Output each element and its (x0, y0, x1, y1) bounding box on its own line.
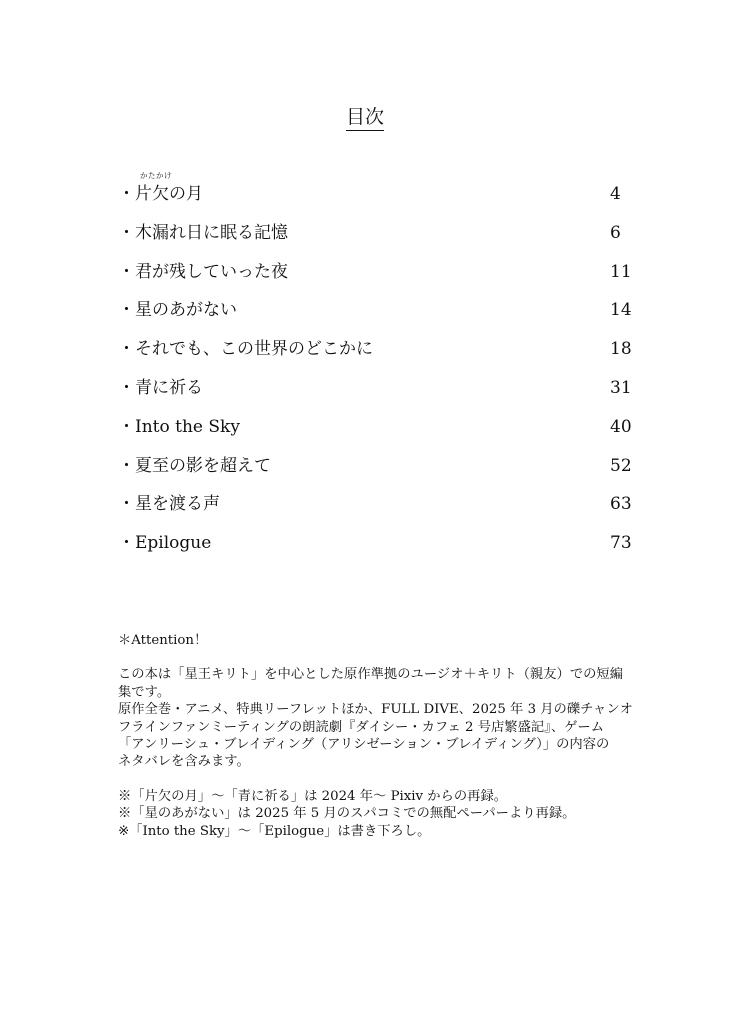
toc-entry-page: 52 (610, 455, 632, 476)
page-title-text: 目次 (346, 106, 384, 131)
toc-entry-page: 40 (610, 416, 632, 437)
toc-entry-title: ・星のあがない (118, 300, 237, 321)
toc-entry[interactable] (118, 219, 638, 258)
toc-entry-title: ・Into the Sky (118, 416, 240, 437)
page-title (0, 102, 730, 129)
toc-entry[interactable] (118, 258, 638, 297)
toc-entry-title: ・君が残していった夜 (118, 261, 288, 282)
toc-entry[interactable] (118, 452, 638, 491)
source-note: ※「Into the Sky」～「Epilogue」は書き下ろし。 (118, 823, 431, 839)
toc-entry[interactable] (118, 171, 638, 219)
toc-entry[interactable] (118, 413, 638, 452)
toc-entry-page: 14 (610, 300, 632, 321)
toc-entry-page: 4 (610, 184, 621, 204)
toc-entry[interactable] (118, 374, 638, 413)
toc-entry-page: 63 (610, 494, 632, 515)
toc-entry-title: ・木漏れ日に眠る記憶 (118, 222, 288, 243)
spacer (118, 649, 638, 666)
toc-entry-title: ・それでも、この世界のどこかに (118, 339, 373, 360)
attention-line: ネタバレを含みます。 (118, 754, 250, 770)
toc-entry-title: ・Epilogue (118, 533, 212, 554)
attention-line: 集です。 (118, 684, 171, 700)
toc-entry-title: ・星を渡る声 (118, 494, 220, 515)
attention-line: 「アンリーシュ・ブレイディング（アリシゼーション・ブレイディング）」の内容の (118, 737, 610, 753)
attention-heading: ＊Attention！ (118, 633, 208, 648)
ruby-annotation: かたかけ (140, 171, 172, 180)
toc-entry-title: ・夏至の影を超えて (118, 455, 271, 476)
toc-entry-page: 73 (610, 533, 632, 554)
toc-entry-page: 6 (610, 222, 621, 243)
attention-line: フラインファンミーティングの朗読劇『ダイシー・カフェ 2 号店繁盛記』、ゲーム (118, 719, 605, 735)
source-note: ※「片欠の月」～「青に祈る」は 2024 年～ Pixiv からの再録。 (118, 788, 508, 804)
attention-line: この本は「星王キリト」を中心とした原作準拠のユージオ＋キリト（親友）での短編 (118, 667, 624, 683)
toc-entry[interactable] (118, 490, 638, 529)
toc-entry-title: ・青に祈る (118, 377, 203, 398)
toc-entry-page: 18 (610, 339, 632, 360)
table-of-contents (118, 171, 638, 568)
toc-entry[interactable] (118, 529, 638, 568)
toc-entry[interactable] (118, 296, 638, 335)
attention-line: 原作全巻・アニメ、特典リーフレットほか、FULL DIVE、2025 年 3 月の礫チャンオ (118, 702, 633, 718)
toc-entry-page: 31 (610, 377, 632, 398)
source-note: ※「星のあがない」は 2025 年 5 月のスパコミでの無配ペーパーより再録。 (118, 806, 576, 822)
attention-section (118, 632, 638, 840)
spacer (118, 771, 638, 788)
toc-entry-page: 11 (610, 261, 632, 282)
toc-entry[interactable] (118, 335, 638, 374)
toc-entry-title: ・片欠の月 (118, 184, 203, 204)
